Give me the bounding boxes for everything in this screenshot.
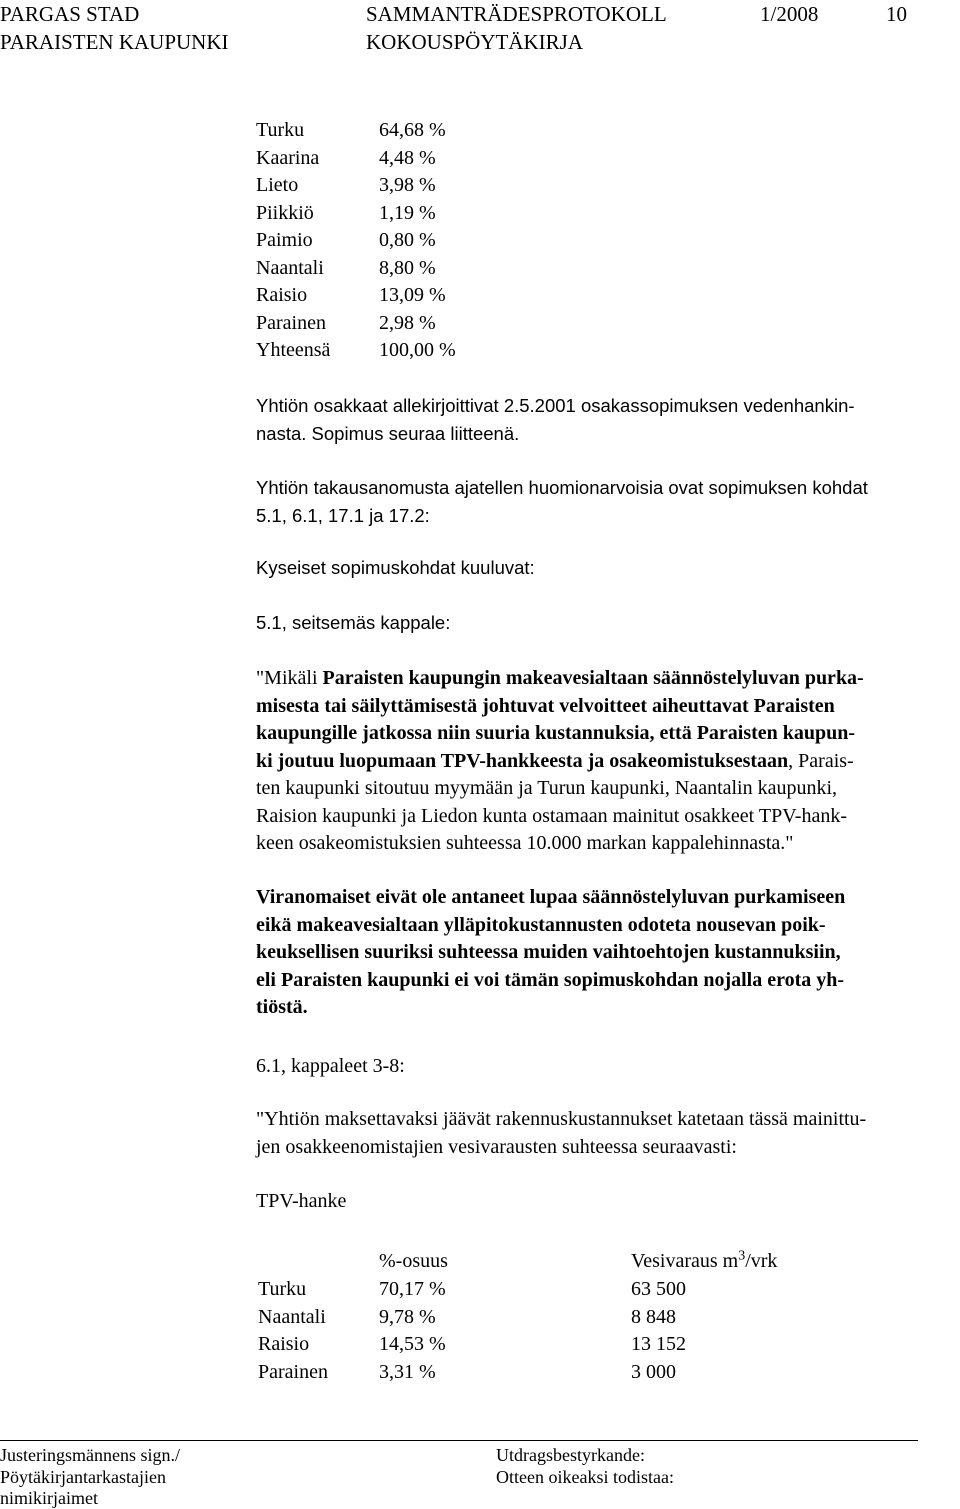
page-number: 10	[886, 2, 907, 26]
footer-initials-label: nimikirjaimet	[0, 1488, 98, 1508]
tpv-row-pct: 3,31 %	[379, 1360, 436, 1383]
agreement-paragraph-line: Yhtiön osakkaat allekirjoittivat 2.5.2001 osakassopimuksen vedenhankin-	[256, 395, 855, 416]
city-name-fi: PARAISTEN KAUPUNKI	[0, 30, 229, 54]
tpv-row-name: Raisio	[258, 1333, 310, 1355]
quote-line: "Mikäli Paraisten kaupungin makeavesialtaan säännöstelyluvan purka-	[256, 667, 864, 689]
quote-line: misesta tai säilyttämisestä johtuvat velvoitteet aiheuttavat Paraisten	[256, 694, 835, 717]
guarantee-paragraph-line: Yhtiön takausanomusta ajatellen huomionarvoisia ovat sopimuksen kohdat	[256, 477, 868, 498]
share-name: Parainen	[256, 311, 326, 334]
share-name: Piikkiö	[256, 201, 314, 224]
tpv-row-pct: 70,17 %	[379, 1278, 446, 1300]
tpv-row-name: Turku	[258, 1278, 307, 1300]
tpv-row-pct: 9,78 %	[379, 1305, 436, 1328]
footer-certification-fi: Otteen oikeaksi todistaa:	[496, 1467, 674, 1487]
tpv-row-name: Naantali	[258, 1305, 326, 1328]
statement-line: Viranomaiset eivät ole antaneet lupaa säännöstelyluvan purkamiseen	[256, 886, 846, 908]
share-pct: 8,80 %	[379, 256, 436, 279]
quote-line: kaupungille jatkossa niin suuria kustannuksia, että Paraisten kaupun-	[256, 722, 856, 744]
share-name: Naantali	[256, 256, 324, 279]
clause-6-1-quote-line: "Yhtiön maksettavaksi jäävät rakennuskustannukset katetaan tässä mainittu-	[256, 1108, 867, 1130]
clause-6-1-quote-line: jen osakkeenomistajien vesivarausten suhteessa seuraavasti:	[256, 1135, 737, 1158]
footer-signature-label-sv: Justeringsmännens sign./	[0, 1445, 180, 1465]
clauses-intro: Kyseiset sopimuskohdat kuuluvat:	[256, 557, 535, 578]
share-pct: 4,48 %	[379, 146, 436, 169]
tpv-label: TPV-hanke	[256, 1190, 347, 1212]
share-name-total: Yhteensä	[256, 339, 331, 361]
share-name: Paimio	[256, 229, 313, 251]
tpv-col-header-reservation: Vesivaraus $m^3$/vrk	[631, 1248, 778, 1272]
share-name: Turku	[256, 119, 305, 141]
statement-line: tiöstä.	[256, 996, 308, 1018]
tpv-row-reservation: 3 000	[631, 1360, 676, 1383]
clause-6-1-heading: 6.1, kappaleet 3-8:	[256, 1055, 405, 1077]
share-name: Lieto	[256, 174, 299, 196]
statement-line: keuksellisen suuriksi suhteessa muiden vaihtoehtojen kustannuksiin,	[256, 941, 841, 963]
quote-line: ki joutuu luopumaan TPV-hankkeesta ja osakeomistuksestaan, Parais-	[256, 749, 854, 772]
city-name-sv: PARGAS STAD	[0, 2, 140, 26]
tpv-row-reservation: 63 500	[631, 1278, 686, 1300]
guarantee-paragraph-line: 5.1, 6.1, 17.1 ja 17.2:	[256, 505, 430, 526]
clause-5-1-heading: 5.1, seitsemäs kappale:	[256, 612, 451, 633]
document-number: 1/2008	[760, 2, 819, 26]
tpv-col-header-pct: %-osuus	[379, 1250, 448, 1272]
statement-line: eikä makeavesialtaan ylläpitokustannusten odoteta nousevan poik-	[256, 913, 826, 936]
tpv-row-name: Parainen	[258, 1360, 328, 1383]
share-name: Kaarina	[256, 146, 320, 169]
footer-divider	[0, 1440, 918, 1441]
quote-line: Raision kaupunki ja Liedon kunta ostamaan mainitut osakkeet TPV-hank-	[256, 804, 848, 827]
footer-signature-label-fi: Pöytäkirjantarkastajien	[0, 1467, 166, 1487]
share-pct: 2,98 %	[379, 311, 436, 334]
quote-line: ten kaupunki sitoutuu myymään ja Turun kaupunki, Naantalin kaupunki,	[256, 777, 838, 799]
tpv-row-reservation: 8 848	[631, 1305, 676, 1328]
share-pct: 64,68 %	[379, 119, 446, 141]
share-pct-total: 100,00 %	[379, 339, 456, 361]
statement-line: eli Paraisten kaupunki ei voi tämän sopimuskohdan nojalla erota yh-	[256, 968, 845, 991]
share-pct: 13,09 %	[379, 284, 446, 306]
quote-line: keen osakeomistuksien suhteessa 10.000 markan kappalehinnasta."	[256, 832, 794, 854]
document-type: SAMMANTRÄDESPROTOKOLL	[366, 2, 667, 26]
tpv-row-reservation: 13 152	[631, 1333, 686, 1355]
document-type-fi: KOKOUSPÖYTÄKIRJA	[366, 30, 584, 54]
footer-certification-sv: Utdragsbestyrkande:	[496, 1445, 645, 1465]
tpv-row-pct: 14,53 %	[379, 1333, 446, 1355]
share-pct: 1,19 %	[379, 201, 436, 224]
share-pct: 3,98 %	[379, 174, 436, 196]
share-pct: 0,80 %	[379, 229, 436, 251]
agreement-paragraph-line: nasta. Sopimus seuraa liitteenä.	[256, 423, 520, 444]
share-name: Raisio	[256, 284, 308, 306]
